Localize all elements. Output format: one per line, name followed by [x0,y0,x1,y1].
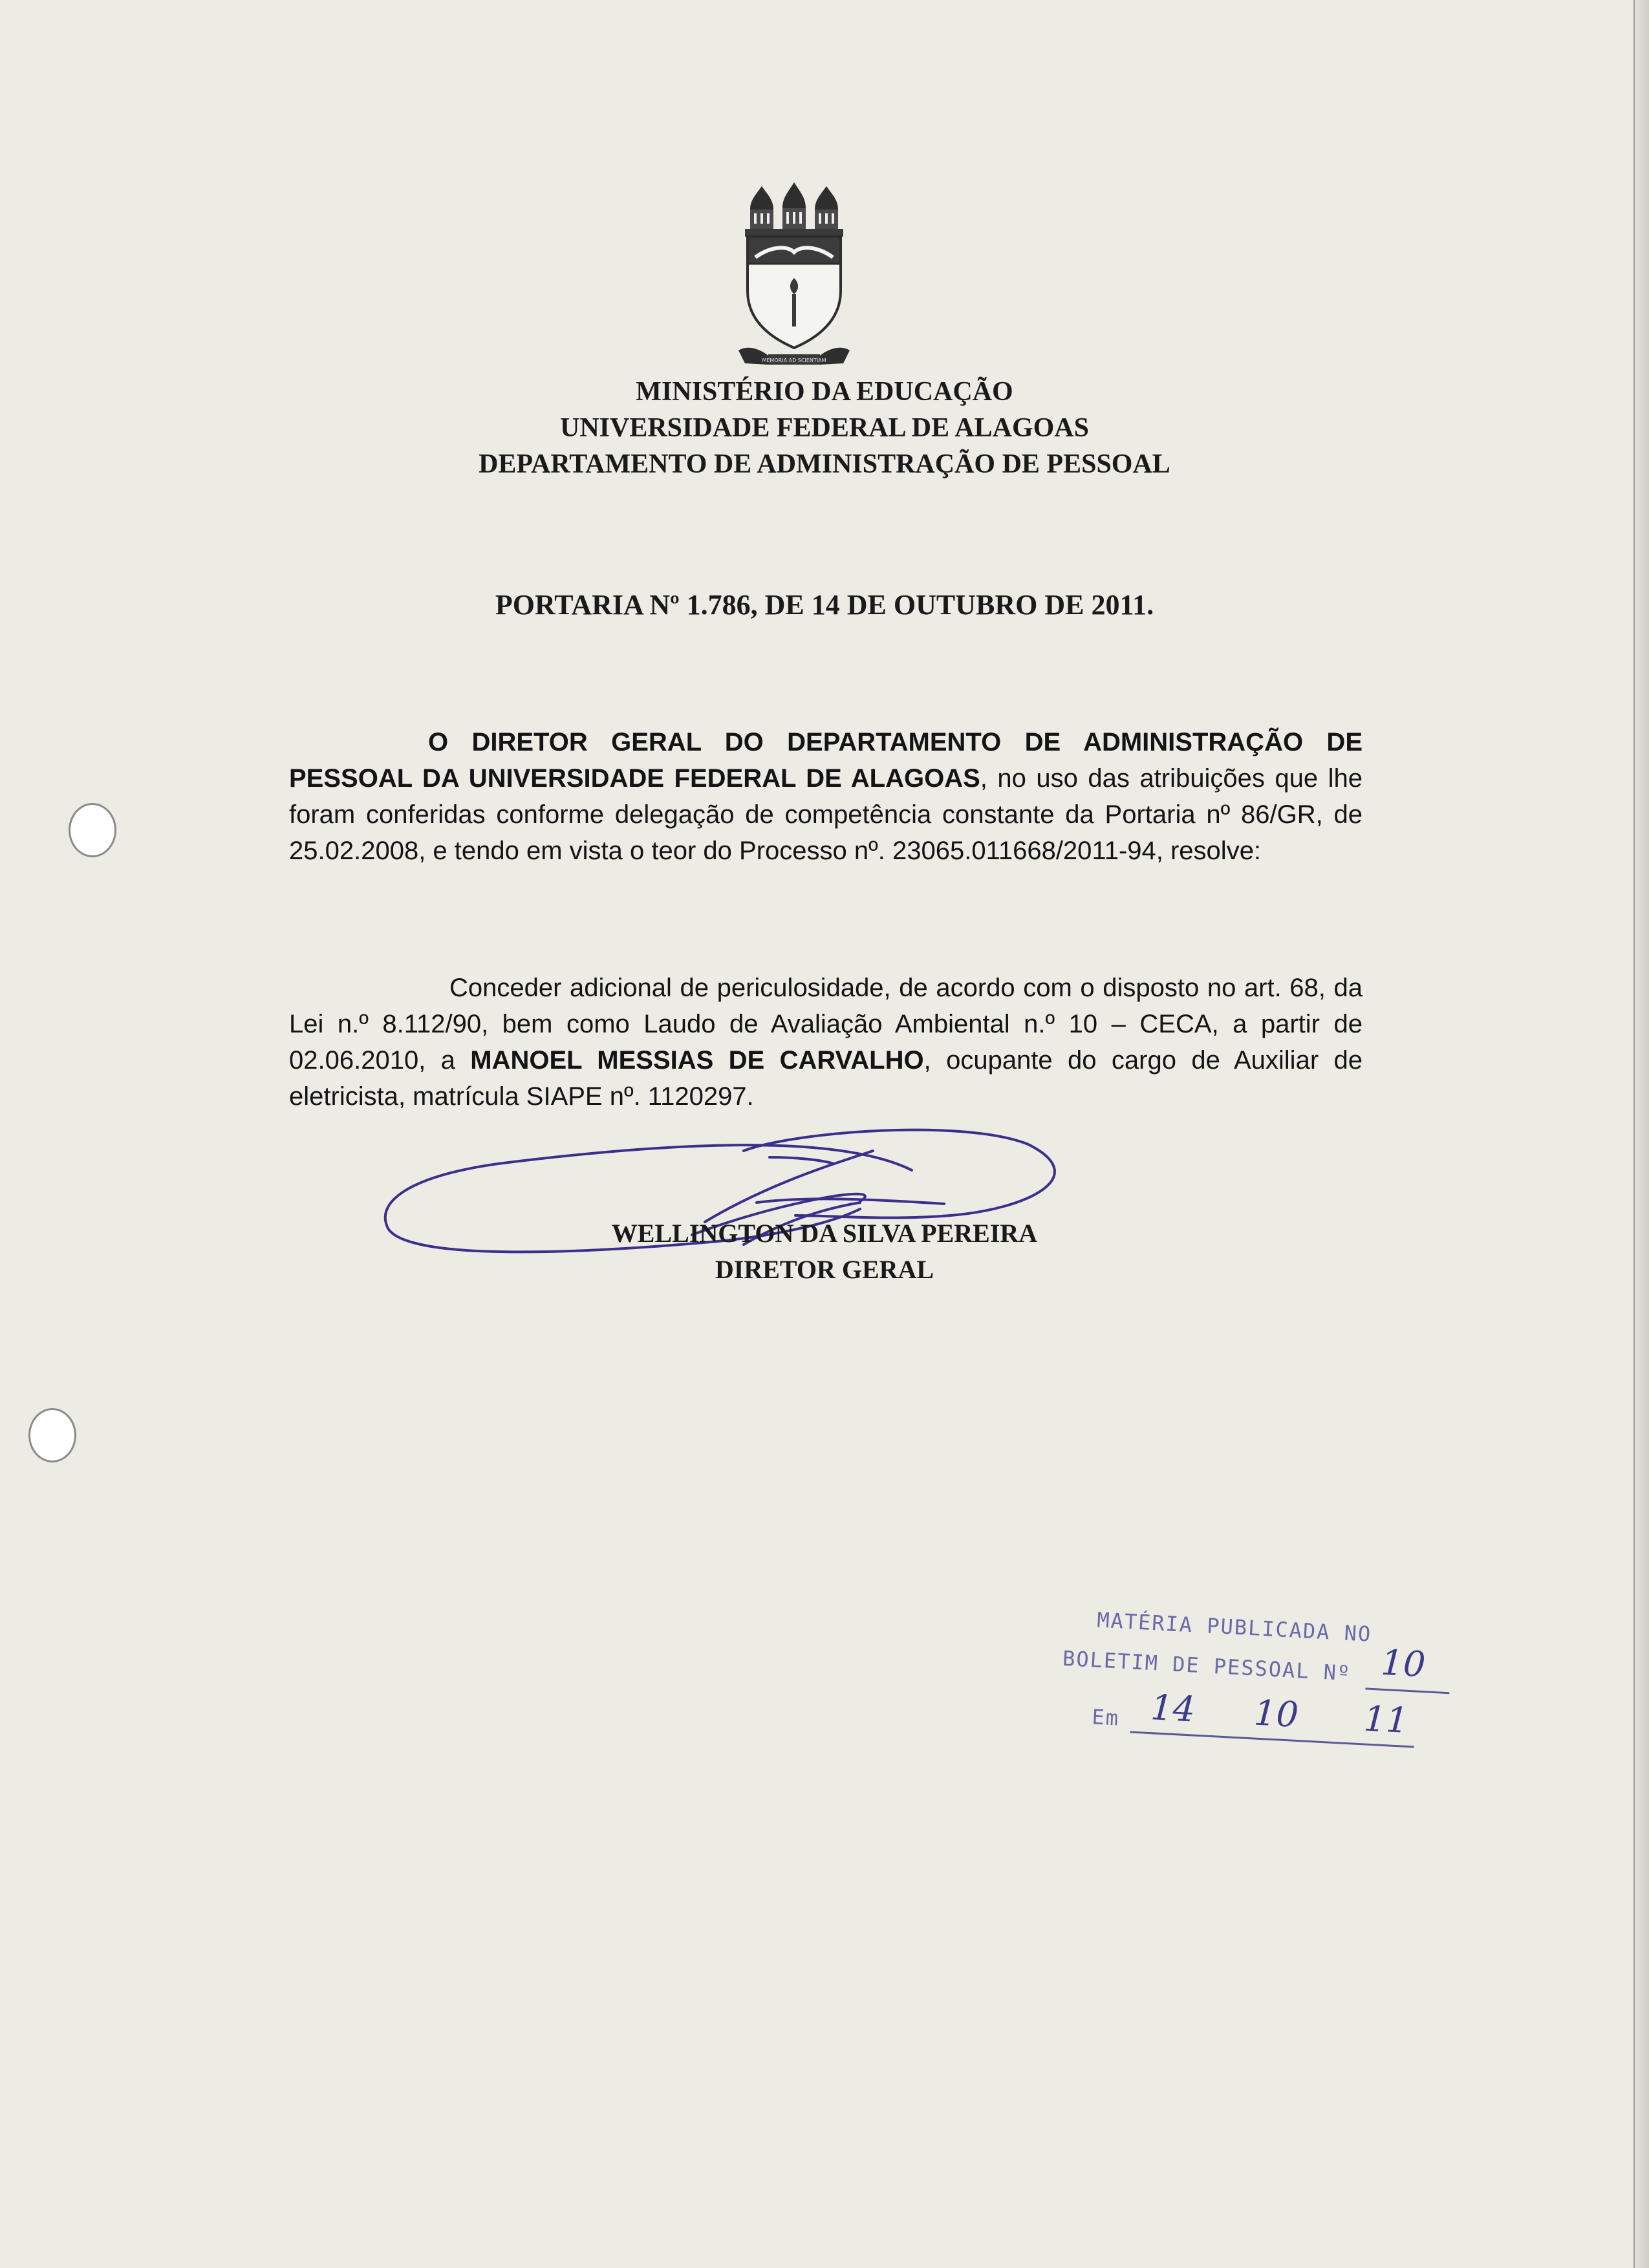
punch-hole-top [69,803,116,857]
intro-bold-text: O DIRETOR GERAL DO DEPARTAMENTO DE ADMINISTRAÇÃO DE PESSOAL DA UNIVERSIDADE FEDERAL DE ALAGOAS [289,728,1363,793]
stamp-line-2: BOLETIM DE PESSOAL Nº [1062,1645,1352,1686]
decision-paragraph [289,970,1363,1115]
employee-name: MANOEL MESSIAS DE CARVALHO [470,1046,924,1075]
signer-name: WELLINGTON DA SILVA PEREIRA [611,1219,1038,1248]
stamp-line-3: Em [1091,1704,1121,1731]
page-edge [1633,0,1649,2268]
department-name: DEPARTAMENTO DE ADMINISTRAÇÃO DE PESSOAL [479,449,1170,479]
signer-role: DIRETOR GERAL [715,1255,934,1284]
stamp-year: 11 [1363,1698,1410,1741]
signer-block [0,1215,1649,1288]
stamp-number-line [1365,1687,1449,1694]
document-title: PORTARIA Nº 1.786, DE 14 DE OUTUBRO DE 2011. [495,589,1154,621]
stamp-day: 14 [1149,1687,1196,1730]
crest-motto: MEMORIA AD SCIENTIAM [762,358,826,363]
document-header [0,374,1649,482]
punch-hole-bottom [28,1408,76,1462]
decision-text-after: , ocupante do cargo de Auxiliar de eletricista, matrícula SIAPE nº. 1120297. [289,1046,1363,1111]
intro-text: , no uso das atribuições que lhe foram conferidas conforme delegação de competência constante da Portaria nº 86/GR, de 25.02.2008, e tendo em vista o teor do Processo nº. 23065.011668/2011-94, resolve: [289,764,1363,865]
university-name: UNIVERSIDADE FEDERAL DE ALAGOAS [560,413,1089,443]
decision-text-before: Conceder adicional de periculosidade, de acordo com o disposto no art. 68, da Lei n.º 8.112/90, bem como Laudo de Avaliação Ambiental n.º 10 – CECA, a partir de 02.06.2010, a [289,974,1363,1075]
stamp-month: 10 [1253,1692,1300,1736]
university-crest-logo [736,181,852,375]
publication-stamp [1056,1606,1465,1801]
intro-paragraph [289,724,1363,869]
stamp-line-1: MATÉRIA PUBLICADA NO [1096,1607,1373,1647]
ministry-name: MINISTÉRIO DA EDUCAÇÃO [636,377,1013,407]
stamp-bulletin-number: 10 [1379,1642,1427,1685]
